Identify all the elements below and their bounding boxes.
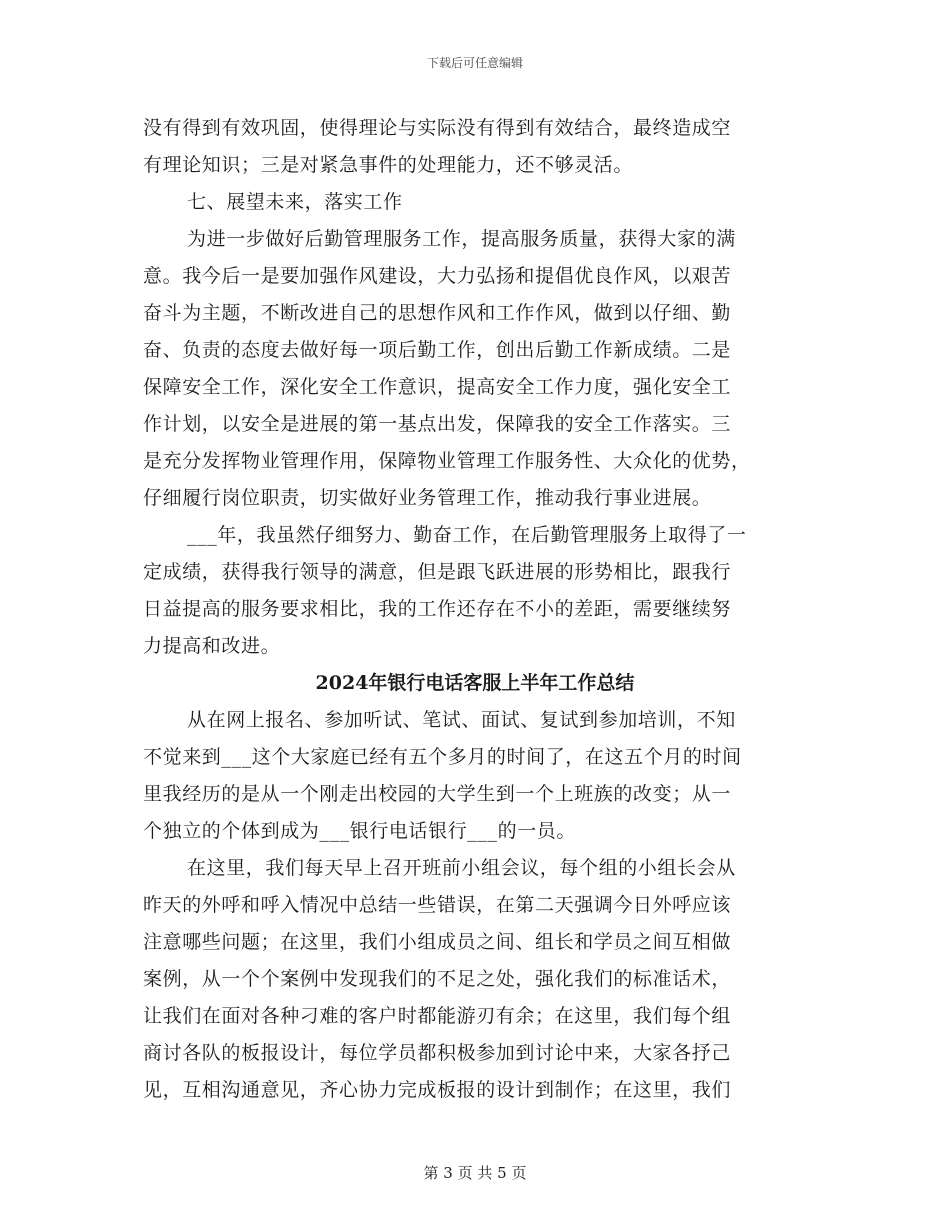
text-line: 从在网上报名、参加听试、笔试、面试、复试到参加培训，不知 xyxy=(187,709,736,731)
text-line: 里我经历的是从一个刚走出校园的大学生到一个上班族的改变；从一 xyxy=(143,783,732,805)
text-line: 昨天的外呼和呼入情况中总结一些错误，在第二天强调今日外呼应该 xyxy=(143,894,732,916)
text-line: 见，互相沟通意见，齐心协力完成板报的设计到制作；在这里，我们 xyxy=(143,1079,732,1101)
text-line: 没有得到有效巩固，使得理论与实际没有得到有效结合，最终造成空 xyxy=(143,117,732,139)
text-line: 仔细履行岗位职责，切实做好业务管理工作，推动我行事业进展。 xyxy=(143,487,712,509)
text-line: 案例，从一个个案例中发现我们的不足之处，强化我们的标准话术， xyxy=(143,968,732,990)
text-line: ___年，我虽然仔细努力、勤奋工作，在后勤管理服务上取得了一 xyxy=(187,524,747,546)
text-line: 为进一步做好后勤管理服务工作，提高服务质量，获得大家的满 xyxy=(187,228,736,250)
document-body xyxy=(143,110,807,1109)
text-line: 保障安全工作，深化安全工作意识，提高安全工作力度，强化安全工 xyxy=(143,376,732,398)
section-heading: 七、展望未来，落实工作 xyxy=(187,191,403,213)
text-line: 奋、负责的态度去做好每一项后勤工作，创出后勤工作新成绩。二是 xyxy=(143,339,732,361)
text-line: 定成绩，获得我行领导的满意，但是跟飞跃进展的形势相比，跟我行 xyxy=(143,561,732,583)
text-line: 有理论知识；三是对紧急事件的处理能力，还不够灵活。 xyxy=(143,154,634,176)
text-line: 在这里，我们每天早上召开班前小组会议，每个组的小组长会从 xyxy=(187,857,736,879)
text-line: 个独立的个体到成为___银行电话银行___的一员。 xyxy=(143,820,577,842)
header-note: 下载后可任意编辑 xyxy=(426,56,523,70)
text-line: 日益提高的服务要求相比，我的工作还存在不小的差距，需要继续努 xyxy=(143,598,732,620)
text-line: 注意哪些问题；在这里，我们小组成员之间、组长和学员之间互相做 xyxy=(143,931,732,953)
text-line: 力提高和改进。 xyxy=(143,635,281,657)
text-line: 奋斗为主题，不断改进自己的思想作风和工作作风，做到以仔细、勤 xyxy=(143,302,732,324)
page-footer: 第 3 页 共 5 页 xyxy=(423,1164,527,1182)
text-line: 商讨各队的板报设计，每位学员都积极参加到讨论中来，大家各抒己 xyxy=(143,1042,732,1064)
text-line: 不觉来到___这个大家庭已经有五个多月的时间了，在这五个月的时间 xyxy=(143,746,742,768)
text-line: 意。我今后一是要加强作风建设，大力弘扬和提倡优良作风，以艰苦 xyxy=(143,265,732,287)
text-line: 让我们在面对各种刁难的客户时都能游刃有余；在这里，我们每个组 xyxy=(143,1005,732,1027)
text-line: 是充分发挥物业管理作用，保障物业管理工作服务性、大众化的优势， xyxy=(143,450,751,472)
document-title: 2024年银行电话客服上半年工作总结 xyxy=(315,672,635,694)
text-line: 作计划，以安全是进展的第一基点出发，保障我的安全工作落实。三 xyxy=(143,413,732,435)
